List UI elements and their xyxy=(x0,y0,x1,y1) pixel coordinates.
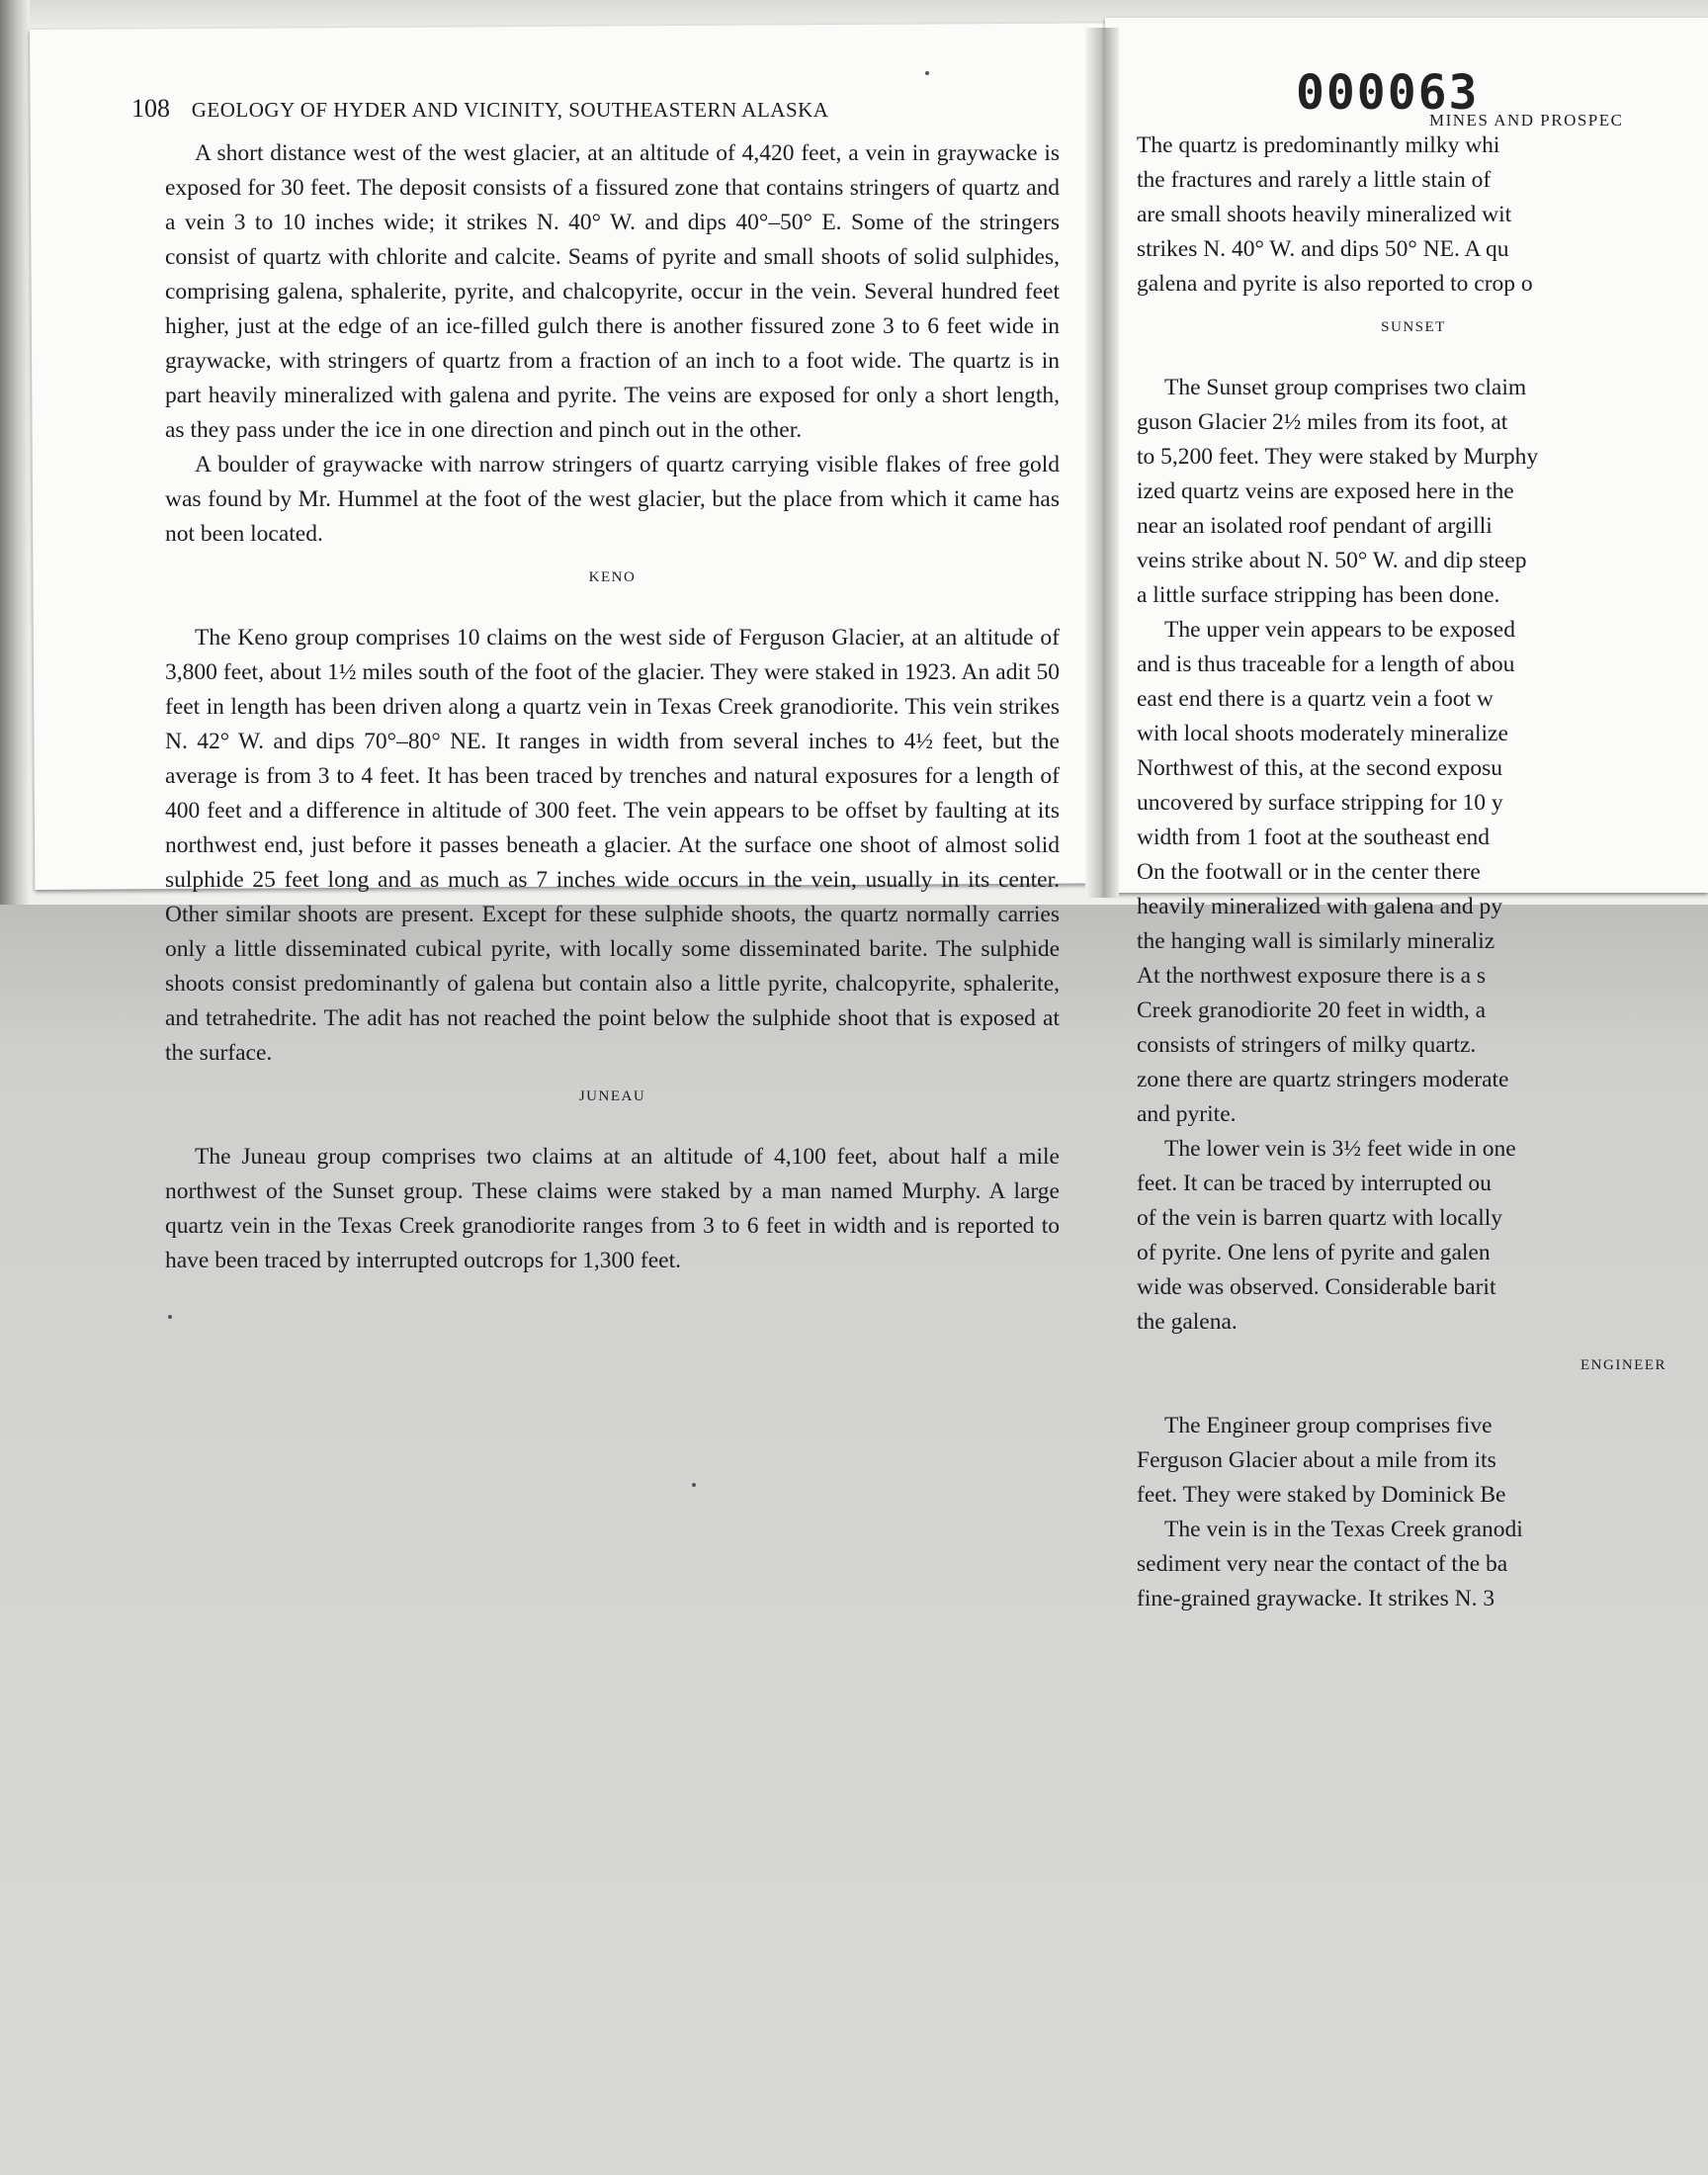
right-sunset-lines xyxy=(1137,371,1708,1340)
paragraph-keno: The Keno group comprises 10 claims on the west side of Ferguson Glacier, at an altitude of 3,800 feet, about 1½ miles south of the foot of the glacier. They were staked in 1923. An adit 50 feet in length has been driven along a quartz vein in Texas Creek granodiorite. This vein strikes N. 42° W. and dips 70°–80° NE. It ranges in width from several inches to 4½ feet, but the average is from 3 to 4 feet. It has been traced by trenches and natural exposures for a length of 400 feet and a difference in altitude of 300 feet. The vein appears to be offset by faulting at its northwest end, just before it passes beneath a glacier. At the surface one shoot of almost solid sulphide 25 feet long and as much as 7 inches wide occurs in the vein, usually in its center. Other similar shoots are present. Except for these sulphide shoots, the quartz normally carries only a little disseminated cubical pyrite, with locally some disseminated barite. The sulphide shoots consist predominantly of galena but contain also a little pyrite, chalcopyrite, sphalerite, and tetrahedrite. The adit has not reached the point below the sulphide shoot that is exposed at the surface. xyxy=(165,625,1060,1066)
text-line: galena and pyrite is also reported to crop o xyxy=(1137,271,1533,297)
text-line: Northwest of this, at the second exposu xyxy=(1137,755,1503,781)
text-line: uncovered by surface stripping for 10 y xyxy=(1137,790,1503,816)
text-line: The lower vein is 3½ feet wide in one xyxy=(1164,1136,1516,1162)
text-line: At the northwest exposure there is a s xyxy=(1137,963,1487,989)
text-line: of the vein is barren quartz with locally xyxy=(1137,1205,1502,1231)
right-engineer-lines xyxy=(1137,1409,1708,1616)
paragraph-boulder: A boulder of graywacke with narrow stringers of quartz carrying visible flakes of free gold was found by Mr. Hummel at the foot of the west glacier, but the place from which it came has not been located. xyxy=(165,452,1060,547)
text-line: veins strike about N. 50° W. and dip steep xyxy=(1137,548,1527,573)
page-gutter xyxy=(1085,28,1119,898)
scan-speck xyxy=(925,71,929,75)
text-line: with local shoots moderately mineralize xyxy=(1137,721,1508,746)
right-running-header: MINES AND PROSPEC xyxy=(1429,111,1624,130)
scan-speck xyxy=(168,1315,172,1319)
text-line: feet. They were staked by Dominick Be xyxy=(1137,1482,1506,1508)
text-line: The Engineer group comprises five xyxy=(1164,1413,1493,1438)
text-line: are small shoots heavily mineralized wit xyxy=(1137,202,1512,227)
text-line: heavily mineralized with galena and py xyxy=(1137,894,1502,919)
text-line: Ferguson Glacier about a mile from its xyxy=(1137,1447,1496,1473)
text-line: The vein is in the Texas Creek granodi xyxy=(1164,1517,1523,1542)
text-line: The Sunset group comprises two claim xyxy=(1164,375,1527,400)
text-line: east end there is a quartz vein a foot w xyxy=(1137,686,1494,712)
text-line: the fractures and rarely a little stain of xyxy=(1137,167,1492,193)
document-stamp-number: 000063 xyxy=(1296,65,1480,121)
paragraph-west-glacier: A short distance west of the west glacier, at an altitude of 4,420 feet, a vein in graywacke is exposed for 30 feet. The deposit consists of a fissured zone that contains stringers of quartz and a vein 3 to 10 inches wide; it strikes N. 40° W. and dips 40°–50° E. Some of the stringers consist of quartz with chlorite and calcite. Seams of pyrite and small shoots of solid sulphides, comprising galena, sphalerite, pyrite, and chalcopyrite, occur in the vein. Several hundred feet higher, just at the edge of an ice-filled gulch there is another fissured zone 3 to 6 feet wide in graywacke, with stringers of quartz from a fraction of an inch to a foot wide. The quartz is in part heavily mineralized with galena and pyrite. The veins are exposed for only a short length, as they pass under the ice in one direction and pinch out in the other. xyxy=(165,140,1060,443)
left-page-body xyxy=(165,136,1060,1278)
page-number: 108 xyxy=(131,94,170,123)
left-running-header xyxy=(131,94,1080,124)
text-line: consists of stringers of milky quartz. xyxy=(1137,1032,1477,1058)
text-line: fine-grained graywacke. It strikes N. 3 xyxy=(1137,1586,1495,1611)
text-line: width from 1 foot at the southeast end xyxy=(1137,825,1490,850)
text-line: ized quartz veins are exposed here in the xyxy=(1137,478,1514,504)
text-line: the galena. xyxy=(1137,1309,1238,1335)
text-line: Creek granodiorite 20 feet in width, a xyxy=(1137,998,1487,1023)
text-line: a little surface stripping has been done. xyxy=(1137,582,1500,608)
running-header-title: GEOLOGY OF HYDER AND VICINITY, SOUTHEASTERN ALASKA xyxy=(191,98,829,122)
section-heading-sunset: SUNSET xyxy=(1381,319,1446,335)
right-top-lines xyxy=(1137,129,1708,302)
section-heading-juneau: JUNEAU xyxy=(578,1088,646,1104)
text-line: the hanging wall is similarly mineraliz xyxy=(1137,928,1495,954)
text-line: wide was observed. Considerable barit xyxy=(1137,1274,1496,1300)
text-line: to 5,200 feet. They were staked by Murphy xyxy=(1137,444,1539,470)
text-line: sediment very near the contact of the ba xyxy=(1137,1551,1508,1577)
scan-speck xyxy=(692,1483,696,1487)
text-line: The upper vein appears to be exposed xyxy=(1164,617,1515,643)
text-line: and is thus traceable for a length of abou xyxy=(1137,652,1515,677)
text-line: The quartz is predominantly milky whi xyxy=(1137,132,1500,158)
text-line: zone there are quartz stringers moderate xyxy=(1137,1067,1509,1092)
text-line: feet. It can be traced by interrupted ou xyxy=(1137,1171,1492,1196)
section-heading-engineer: ENGINEER xyxy=(1580,1357,1666,1373)
text-line: of pyrite. One lens of pyrite and galen xyxy=(1137,1240,1491,1265)
paragraph-juneau: The Juneau group comprises two claims at an altitude of 4,100 feet, about half a mile northwest of the Sunset group. These claims were staked by a man named Murphy. A large quartz vein in the Texas Creek granodiorite ranges from 3 to 6 feet in width and is reported to have been traced by interrupted outcrops for 1,300 feet. xyxy=(165,1144,1060,1273)
section-heading-keno: KENO xyxy=(588,569,637,585)
text-line: strikes N. 40° W. and dips 50° NE. A qu xyxy=(1137,236,1509,262)
text-line: and pyrite. xyxy=(1137,1101,1237,1127)
text-line: near an isolated roof pendant of argilli xyxy=(1137,513,1493,539)
text-line: On the footwall or in the center there xyxy=(1137,859,1481,885)
right-page-body xyxy=(1137,129,1708,1616)
text-line: guson Glacier 2½ miles from its foot, at xyxy=(1137,409,1508,435)
